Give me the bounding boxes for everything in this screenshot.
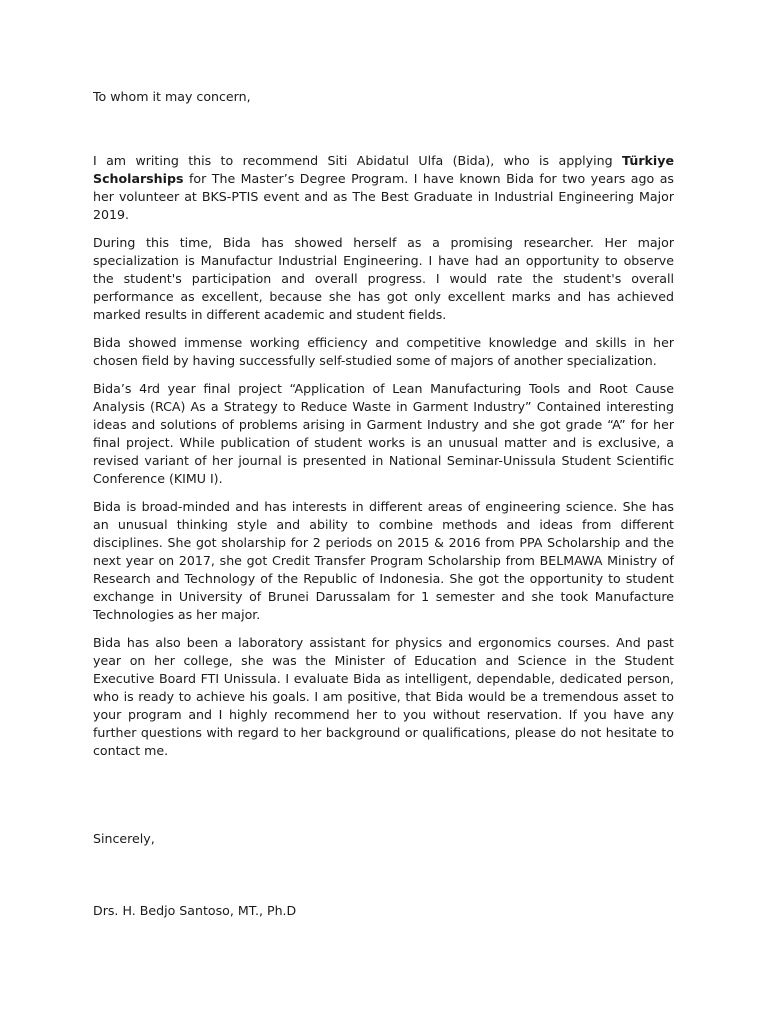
- letter-body: [93, 88, 674, 920]
- paragraph-final-project: Bida’s 4rd year final project “Application of Lean Manufacturing Tools and Root Cause Analysis (RCA) As a Strategy to Reduce Waste in Garment Industry” Contained interesting ideas and solutions of problems arising in Garment Industry and she got grade “A” for her final project. While publication of student works is an unusual matter and is exclusive, a revised variant of her journal is presented in National Seminar-Unissula Student Scientific Conference (KIMU I).: [93, 381, 674, 486]
- signature-name: Drs. H. Bedjo Santoso, MT., Ph.D: [93, 903, 297, 918]
- paragraph-efficiency: Bida showed immense working efficiency and competitive knowledge and skills in her chosen field by having successfully self-studied some of majors of another specialization.: [93, 335, 674, 368]
- paragraph-introduction: [93, 152, 674, 224]
- scholarship-name: Türkiye Scholarships: [93, 153, 674, 186]
- intro-text-continued: for The Master’s Degree Program. I have known Bida for two years ago as her volunteer at BKS-PTIS event and as The Best Graduate in Industrial Engineering Major 2019.: [93, 171, 674, 222]
- salutation: To whom it may concern,: [93, 89, 251, 104]
- paragraph-researcher: During this time, Bida has showed herself as a promising researcher. Her major specialization is Manufactur Industrial Engineering. I have had an opportunity to observe the student's participation and overall progress. I would rate the student's overall performance as excellent, because she has got only excellent marks and has achieved marked results in different academic and student fields.: [93, 235, 674, 322]
- paragraph-recommendation: Bida has also been a laboratory assistant for physics and ergonomics courses. And past year on her college, she was the Minister of Education and Science in the Student Executive Board FTI Unissula. I evaluate Bida as intelligent, dependable, dedicated person, who is ready to achieve his goals. I am positive, that Bida would be a tremendous asset to your program and I highly recommend her to you without reservation. If you have any further questions with regard to her background or qualifications, please do not hesitate to contact me.: [93, 635, 674, 758]
- paragraph-interests: Bida is broad-minded and has interests in different areas of engineering science. She has an unusual thinking style and ability to combine methods and ideas from different disciplines. She got sholarship for 2 periods on 2015 & 2016 from PPA Scholarship and the next year on 2017, she got Credit Transfer Program Scholarship from BELMAWA Ministry of Research and Technology of the Republic of Indonesia. She got the opportunity to student exchange in University of Brunei Darussalam for 1 semester and she took Manufacture Technologies as her major.: [93, 499, 674, 622]
- closing: Sincerely,: [93, 831, 155, 846]
- intro-text: I am writing this to recommend Siti Abidatul Ulfa (Bida), who is applying: [93, 153, 622, 168]
